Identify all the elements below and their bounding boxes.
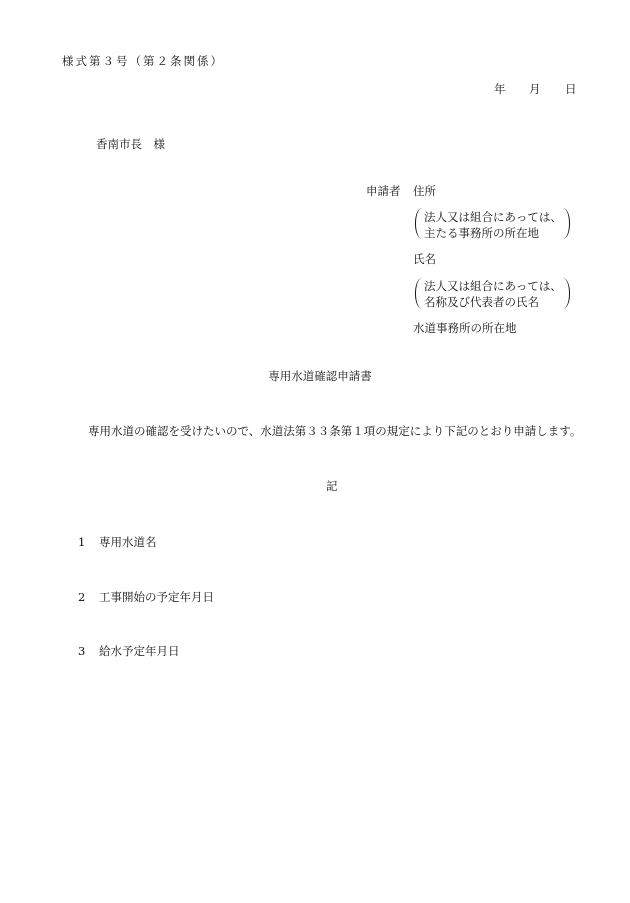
note-heading: 記 xyxy=(326,479,338,493)
body-paragraph: 専用水道の確認を受けたいので、水道法第３３条第１項の規定により下記のとおり申請します。 xyxy=(88,424,582,438)
item-label: 給水予定年月日 xyxy=(99,644,180,658)
date-year-label: 年 xyxy=(494,82,506,96)
name-note-line-1: 法人又は組合にあっては、 xyxy=(424,279,562,293)
name-note xyxy=(415,278,570,309)
item-number: 3 xyxy=(78,644,86,658)
address-note xyxy=(415,208,570,239)
form-number: 様式第３号（第２条関係） xyxy=(62,54,224,68)
open-parenthesis xyxy=(415,278,422,309)
item-number: 2 xyxy=(78,590,86,604)
close-parenthesis xyxy=(563,208,570,239)
item-label: 工事開始の予定年月日 xyxy=(99,590,214,604)
date-month-label: 月 xyxy=(529,82,541,96)
address-note-line-2: 主たる事務所の所在地 xyxy=(424,226,539,240)
address-note-line-1: 法人又は組合にあっては、 xyxy=(424,210,562,224)
item-label: 専用水道名 xyxy=(99,535,157,549)
item-number: 1 xyxy=(78,535,86,549)
close-parenthesis xyxy=(563,278,570,309)
address-label: 住所 xyxy=(413,184,436,198)
document-title: 専用水道確認申請書 xyxy=(268,369,372,383)
open-parenthesis xyxy=(415,208,422,239)
name-label: 氏名 xyxy=(413,252,436,266)
addressee: 香南市長 様 xyxy=(96,137,165,151)
name-note-line-2: 名称及び代表者の氏名 xyxy=(424,295,539,309)
date-day-label: 日 xyxy=(565,82,577,96)
applicant-label: 申請者 xyxy=(366,184,401,198)
office-location-label: 水道事務所の所在地 xyxy=(413,321,517,335)
